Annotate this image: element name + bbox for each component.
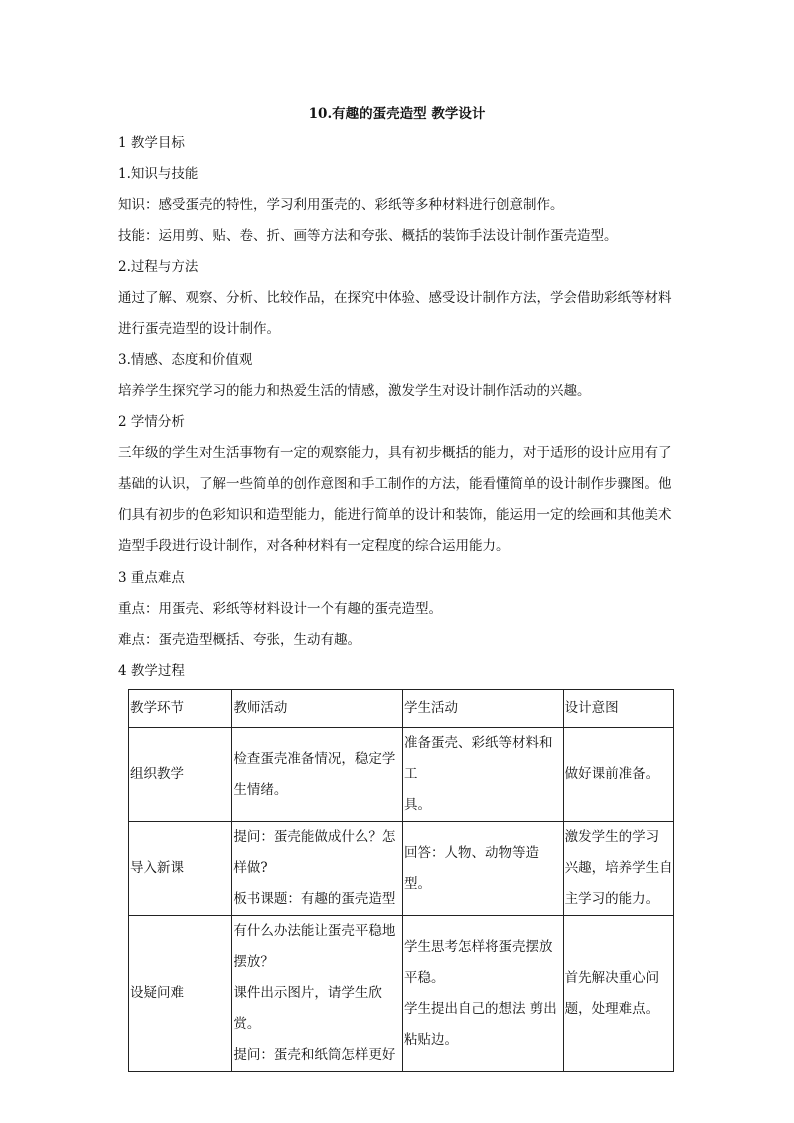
table-header-cell: 教学环节	[129, 690, 232, 728]
table-header-cell: 设计意图	[563, 690, 673, 728]
section-heading-key-points: 3 重点难点	[118, 570, 185, 586]
document-title: 10.有趣的蛋壳造型 教学设计	[308, 106, 486, 122]
table-cell-stage: 导入新课	[129, 822, 232, 916]
table-row	[129, 916, 674, 1072]
table-header-cell: 学生活动	[403, 690, 564, 728]
section-heading-analysis: 2 学情分析	[118, 414, 185, 430]
table-cell-teacher: 有什么办法能让蛋壳平稳地 摆放？ 课件出示图片，请学生欣赏。 提问：蛋壳和纸筒怎样更好	[232, 916, 403, 1072]
table-cell-intent: 做好课前准备。	[563, 728, 673, 822]
paragraph-skill: 技能：运用剪、贴、卷、折、画等方法和夸张、概括的装饰手法设计制作蛋壳造型。	[118, 228, 618, 244]
table-cell-intent: 首先解决重心问 题，处理难点。	[563, 916, 673, 1072]
table-cell-teacher: 提问：蛋壳能做成什么？怎 样做? 板书课题：有趣的蛋壳造型	[232, 822, 403, 916]
paragraph-key-point: 重点：用蛋壳、彩纸等材料设计一个有趣的蛋壳造型。	[118, 601, 442, 617]
table-row	[129, 728, 674, 822]
table-cell-student: 准备蛋壳、彩纸等材料和工 具。	[403, 728, 564, 822]
table-cell-intent: 激发学生的学习 兴趣，培养学生自 主学习的能力。	[563, 822, 673, 916]
table-header-cell: 教师活动	[232, 690, 403, 728]
subheading-process-method: 2.过程与方法	[118, 259, 199, 275]
lesson-process-table	[128, 689, 674, 1072]
paragraph-emotion: 培养学生探究学习的能力和热爱生活的情感，激发学生对设计制作活动的兴趣。	[118, 383, 591, 399]
subheading-knowledge-skills: 1.知识与技能	[118, 166, 199, 182]
table-cell-teacher: 检查蛋壳准备情况，稳定学 生情绪。	[232, 728, 403, 822]
table-cell-stage: 设疑问难	[129, 916, 232, 1072]
table-cell-stage: 组织教学	[129, 728, 232, 822]
table-cell-student: 回答：人物、动物等造型。	[403, 822, 564, 916]
paragraph-difficulty: 难点：蛋壳造型概括、夸张，生动有趣。	[118, 632, 361, 648]
paragraph-knowledge: 知识：感受蛋壳的特性，学习利用蛋壳的、彩纸等多种材料进行创意制作。	[118, 197, 564, 213]
table-header-row	[129, 690, 674, 728]
paragraph-analysis: 三年级的学生对生活事物有一定的观察能力，具有初步概括的能力，对于适形的设计应用有了基础的认识，了解一些简单的创作意图和手工制作的方法，能看懂简单的设计制作步骤图。他们具有初步的色彩知识和造型能力，能进行简单的设计和装饰，能运用一定的绘画和其他美术造型手段进行设计制作，对各种材料有一定程度的综合运用能力。	[118, 445, 672, 554]
section-heading-process: 4 教学过程	[118, 663, 185, 679]
paragraph-process: 通过了解、观察、分析、比较作品，在探究中体验、感受设计制作方法，学会借助彩纸等材料进行蛋壳造型的设计制作。	[118, 290, 672, 337]
table-cell-student: 学生思考怎样将蛋壳摆放 平稳。 学生提出自己的想法 剪出 粘贴边。	[403, 916, 564, 1072]
subheading-emotion: 3.情感、态度和价值观	[118, 352, 253, 368]
section-heading-objectives: 1 教学目标	[118, 135, 185, 151]
table-row	[129, 822, 674, 916]
